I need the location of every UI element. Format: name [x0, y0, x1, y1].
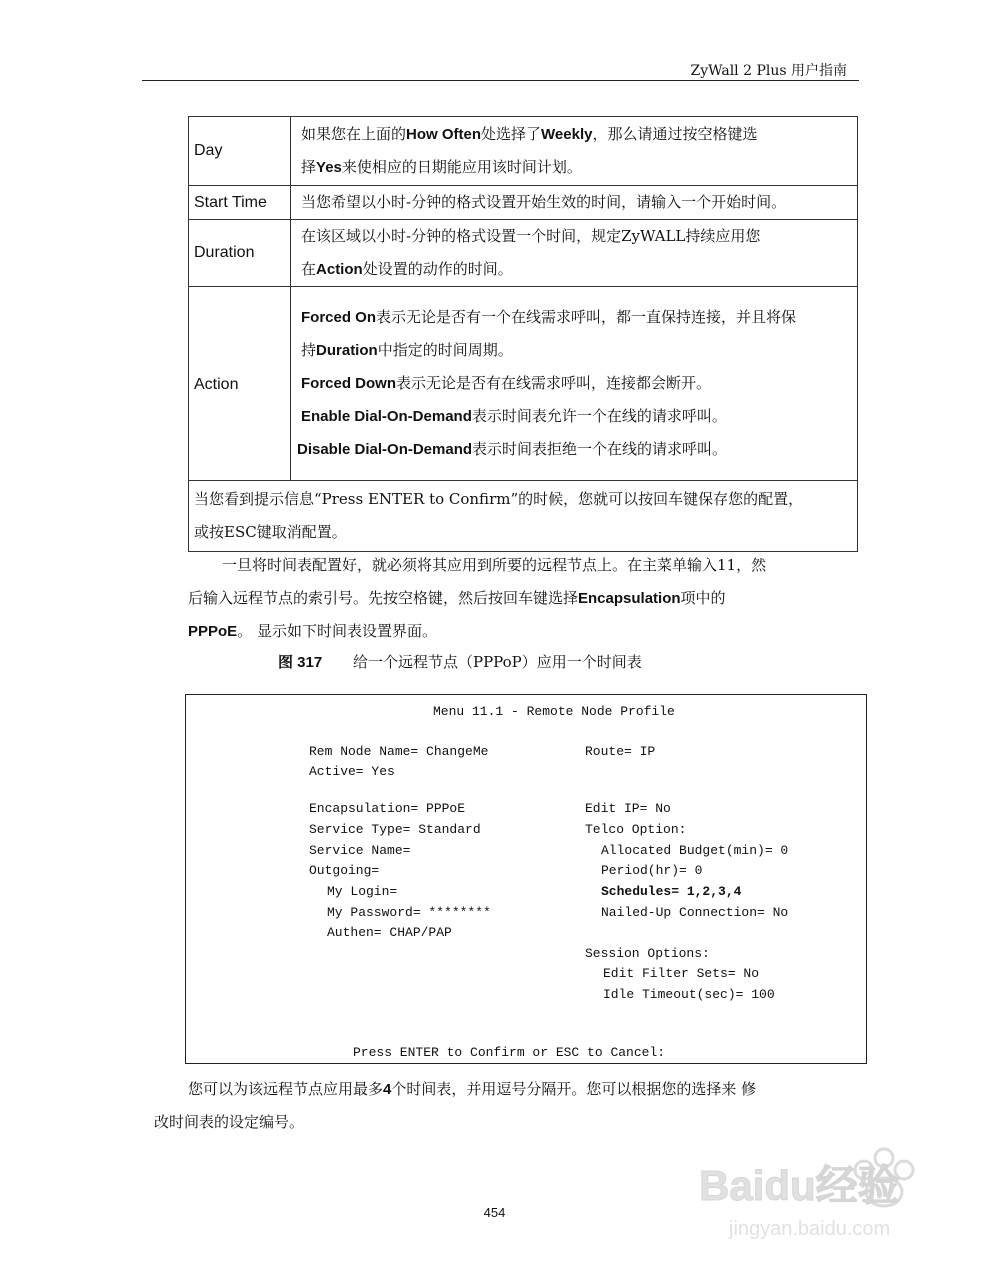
page-header: [691, 60, 847, 80]
desc-duration: 在该区域以小时-分钟的格式设置一个时间，规定ZyWALL持续应用您 在Action处设置的动作的时间。: [291, 220, 858, 287]
encapsulation-field[interactable]: Encapsulation= PPPoE: [309, 801, 466, 816]
my-password-field[interactable]: My Password= ********: [327, 905, 491, 920]
table-row-action: [189, 287, 858, 481]
edit-ip-field[interactable]: Edit IP= No: [585, 801, 671, 816]
outgoing-label: Outgoing=: [309, 863, 380, 878]
telco-option-label: Telco Option:: [585, 822, 687, 837]
allocated-budget-field[interactable]: Allocated Budget(min)= 0: [601, 843, 789, 858]
rem-node-name-field[interactable]: Rem Node Name= ChangeMe: [309, 744, 489, 759]
label-action: Action: [189, 287, 291, 481]
desc-action: Forced On表示无论是否有一个在线需求呼叫，都一直保持连接，并且将保 持Duration中指定的时间周期。 Forced Down表示无论是否有在线需求呼叫，连接都会断开。 Enable Dial-On-Demand表示时间表允许一个在线的请求呼叫。 Disable Dial-On-Demand表示时间表拒绝一个在线的请求呼叫。: [291, 287, 858, 481]
my-login-field[interactable]: My Login=: [327, 884, 398, 899]
paragraph-schedule-limit: 您可以为该远程节点应用最多4个时间表，并用逗号分隔开。您可以根据您的选择来 修 改时间表的设定编号。: [154, 1080, 757, 1131]
desc-day: 如果您在上面的How Often处选择了Weekly，那么请通过按空格键选 择Yes来使相应的日期能应用该时间计划。: [291, 117, 858, 186]
service-name-field[interactable]: Service Name=: [309, 843, 411, 858]
active-field[interactable]: Active= Yes: [309, 764, 395, 779]
header-rule: [142, 80, 859, 81]
terminal-screen: [185, 694, 867, 1064]
session-options-label: Session Options:: [585, 946, 710, 961]
figure-title: 给一个远程节点（PPPoP）应用一个时间表: [352, 653, 642, 671]
field-description-table: [188, 116, 858, 552]
label-start-time: Start Time: [189, 186, 291, 220]
service-type-field[interactable]: Service Type= Standard: [309, 822, 481, 837]
route-field[interactable]: Route= IP: [585, 744, 656, 759]
label-day: Day: [189, 117, 291, 186]
figure-number: 图 317: [278, 654, 323, 671]
confirm-prompt: Press ENTER to Confirm or ESC to Cancel:: [353, 1045, 666, 1060]
watermark-url: jingyan.baidu.com: [729, 1218, 891, 1240]
watermark-brand: Baidu经验: [699, 1162, 900, 1209]
header-title: ZyWall 2 Plus 用户指南: [690, 63, 847, 79]
paragraph-apply-schedule: 一旦将时间表配置好，就必须将其应用到所要的远程节点上。在主菜单输入11，然 后输入远程节点的索引号。先按空格键，然后按回车键选择Encapsulation项中的 PPPoE。 显示如下时间表设置界面。: [188, 556, 767, 640]
confirm-note: 当您看到提示信息“Press ENTER to Confirm”的时候，您就可以按回车键保存您的配置， 或按ESC键取消配置。: [189, 481, 858, 552]
desc-start-time: 当您希望以小时-分钟的格式设置开始生效的时间，请输入一个开始时间。: [291, 186, 858, 220]
figure-caption: [278, 651, 642, 672]
period-field[interactable]: Period(hr)= 0: [601, 863, 703, 878]
edit-filter-sets-field[interactable]: Edit Filter Sets= No: [603, 966, 760, 981]
table-row-duration: [189, 220, 858, 287]
table-row-start-time: [189, 186, 858, 220]
table-row-note: [189, 481, 858, 552]
idle-timeout-field[interactable]: Idle Timeout(sec)= 100: [603, 987, 775, 1002]
schedules-field[interactable]: Schedules= 1,2,3,4: [601, 884, 742, 899]
page-number: 454: [483, 1205, 506, 1220]
baidu-watermark: [689, 1130, 929, 1250]
label-duration: Duration: [189, 220, 291, 287]
nailed-up-field[interactable]: Nailed-Up Connection= No: [601, 905, 789, 920]
table-row-day: [189, 117, 858, 186]
authen-field[interactable]: Authen= CHAP/PAP: [327, 925, 452, 940]
terminal-title: Menu 11.1 - Remote Node Profile: [433, 704, 675, 719]
